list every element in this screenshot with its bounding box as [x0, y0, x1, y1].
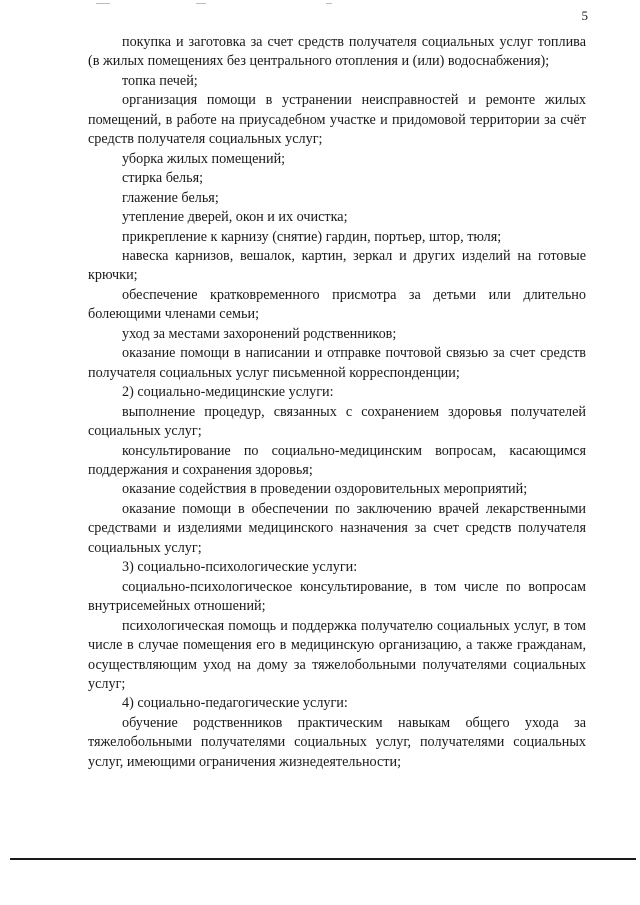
document-body: [88, 33, 586, 772]
paragraph: навеска карнизов, вешалок, картин, зеркал и других изделий на готовые крючки;: [88, 247, 586, 284]
paragraph: глажение белья;: [122, 189, 219, 206]
paragraph: прикрепление к карнизу (снятие) гардин, портьер, штор, тюля;: [122, 228, 502, 245]
paragraph: оказание содействия в проведении оздоровительных мероприятий;: [122, 481, 528, 498]
paragraph: уход за местами захоронений родственников;: [122, 325, 397, 342]
page-number: 5: [581, 8, 588, 23]
paragraph: социально-психологическое консультирование, в том числе по вопросам внутрисемейных отношений;: [88, 578, 586, 615]
paragraph: психологическая помощь и поддержка получателю социальных услуг, в том числе в случае помещения его в медицинскую организацию, а также гражданам, осуществляющим уход на дому за тяжелобольными получателями социальных услуг;: [88, 617, 586, 692]
page-bottom-rule: [10, 858, 636, 860]
paragraph: топка печей;: [122, 72, 198, 89]
paragraph: организация помощи в устранении неисправностей и ремонте жилых помещений, в работе на приусадебном участке и придомовой территории за счёт средств получателя социальных услуг;: [88, 92, 586, 148]
paragraph: стирка белья;: [122, 170, 204, 187]
scan-artifact: [326, 3, 332, 4]
paragraph: консультирование по социально-медицинским вопросам, касающимся поддержания и сохранения здоровья;: [88, 442, 586, 478]
section-heading: 4) социально-педагогические услуги:: [122, 695, 348, 712]
paragraph: обеспечение кратковременного присмотра за детьми или длительно болеющими членами семьи;: [88, 286, 586, 323]
paragraph: оказание помощи в обеспечении по заключению врачей лекарственными средствами и изделиями медицинского назначения за счет средств получателя социальных услуг;: [88, 500, 586, 556]
paragraph: утепление дверей, окон и их очистка;: [122, 209, 348, 226]
scan-artifact: [96, 3, 110, 4]
paragraph: уборка жилых помещений;: [122, 150, 286, 167]
section-heading: 2) социально-медицинские услуги:: [122, 384, 334, 401]
paragraph: покупка и заготовка за счет средств получателя социальных услуг топлива (в жилых помещениях без центрального отопления и (или) водоснабжения);: [88, 34, 586, 70]
paragraph: обучение родственников практическим навыкам общего ухода за тяжелобольными получателями социальных услуг, получателями социальных услуг, имеющими ограничения жизнедеятельности;: [88, 714, 586, 770]
paragraph: выполнение процедур, связанных с сохранением здоровья получателей социальных услуг;: [88, 403, 586, 440]
section-heading: 3) социально-психологические услуги:: [122, 559, 358, 576]
paragraph: оказание помощи в написании и отправке почтовой связью за счет средств получателя социальных услуг письменной корреспонденции;: [88, 345, 586, 381]
scan-artifact: [196, 3, 206, 4]
